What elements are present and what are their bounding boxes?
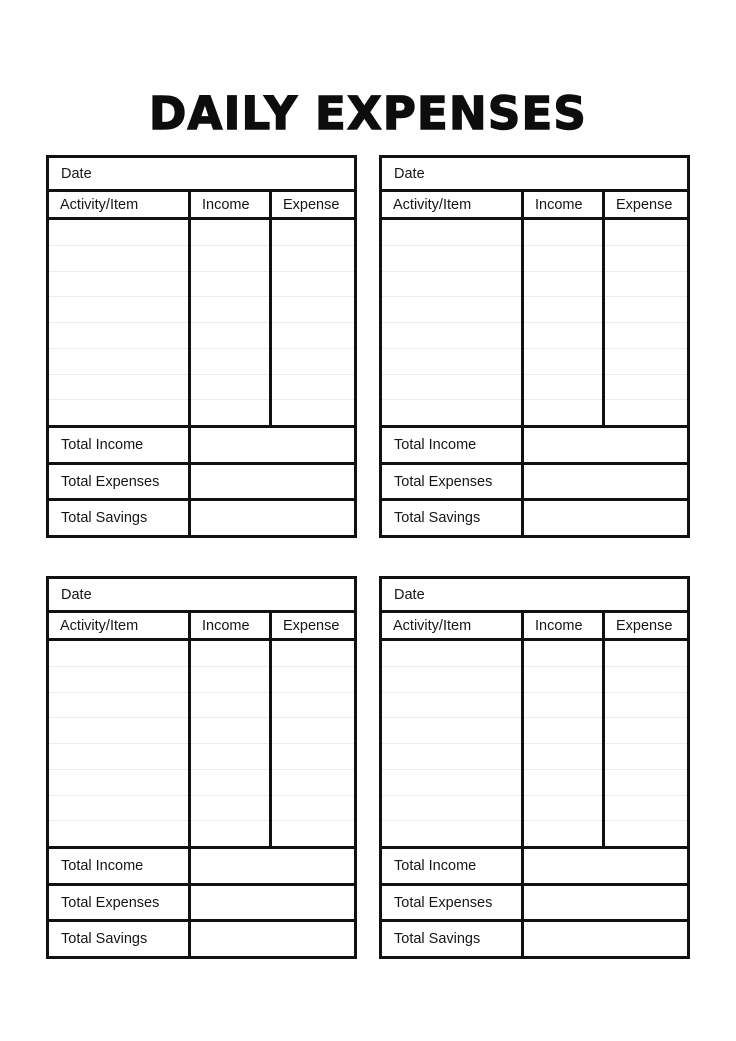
header-cell-activity — [382, 192, 521, 217]
total-income-label: Total Income — [394, 857, 477, 874]
total-expenses-label: Total Expenses — [61, 894, 160, 911]
entry-rows-area[interactable] — [382, 220, 687, 428]
total-expenses-label-cell — [49, 465, 188, 499]
table-row[interactable] — [49, 272, 354, 298]
column-header-row — [382, 192, 687, 220]
total-income-row — [49, 428, 354, 465]
table-row[interactable] — [382, 220, 687, 246]
header-cell-activity — [382, 613, 521, 638]
column-header-row — [49, 192, 354, 220]
date-row[interactable] — [382, 579, 687, 613]
entry-rows-area[interactable] — [49, 220, 354, 428]
total-expenses-label: Total Expenses — [394, 473, 493, 490]
date-label: Date — [61, 586, 92, 603]
total-expenses-value[interactable] — [521, 465, 687, 499]
header-label-income: Income — [535, 617, 583, 634]
total-expenses-label-cell — [382, 465, 521, 499]
totals-section — [49, 849, 354, 956]
table-row[interactable] — [49, 246, 354, 272]
header-cell-expense — [602, 192, 687, 217]
total-savings-row — [49, 501, 354, 535]
table-row[interactable] — [49, 349, 354, 375]
table-row[interactable] — [382, 323, 687, 349]
total-income-label: Total Income — [61, 857, 144, 874]
date-label: Date — [61, 165, 92, 182]
entry-rule-lines — [382, 641, 687, 846]
table-row[interactable] — [49, 796, 354, 822]
table-row[interactable] — [49, 323, 354, 349]
header-cell-activity — [49, 613, 188, 638]
table-row[interactable] — [49, 375, 354, 401]
date-label: Date — [394, 586, 425, 603]
entry-rule-lines — [49, 641, 354, 846]
header-cell-activity — [49, 192, 188, 217]
header-label-expense: Expense — [283, 617, 340, 634]
total-income-label-cell — [49, 428, 188, 462]
total-income-row — [49, 849, 354, 886]
header-label-expense: Expense — [616, 617, 673, 634]
total-income-label-cell — [382, 849, 521, 883]
page-title: DAILY EXPENSES — [148, 87, 588, 141]
header-cell-income — [188, 192, 269, 217]
header-cell-expense — [269, 613, 354, 638]
header-label-income: Income — [202, 617, 250, 634]
total-income-value[interactable] — [188, 849, 354, 883]
table-row[interactable] — [382, 693, 687, 719]
total-savings-row — [382, 501, 687, 535]
total-income-value[interactable] — [188, 428, 354, 462]
table-row[interactable] — [382, 400, 687, 425]
total-expenses-label: Total Expenses — [61, 473, 160, 490]
header-cell-income — [188, 613, 269, 638]
total-savings-label-cell — [382, 501, 521, 535]
total-income-label-cell — [49, 849, 188, 883]
header-label-expense: Expense — [283, 196, 340, 213]
table-row[interactable] — [49, 641, 354, 667]
total-income-label: Total Income — [61, 436, 144, 453]
date-row[interactable] — [49, 579, 354, 613]
total-expenses-label: Total Expenses — [394, 894, 493, 911]
column-divider-income-expense — [602, 220, 605, 425]
expense-sheet-grid — [46, 155, 690, 959]
total-savings-label-cell — [49, 501, 188, 535]
header-cell-expense — [602, 613, 687, 638]
table-row[interactable] — [382, 349, 687, 375]
table-row[interactable] — [49, 821, 354, 846]
expense-card — [46, 155, 357, 538]
total-income-value[interactable] — [521, 849, 687, 883]
date-label: Date — [394, 165, 425, 182]
column-header-row — [382, 613, 687, 641]
table-row[interactable] — [382, 718, 687, 744]
total-savings-value[interactable] — [521, 501, 687, 535]
table-row[interactable] — [382, 297, 687, 323]
table-row[interactable] — [382, 821, 687, 846]
total-savings-label: Total Savings — [61, 931, 148, 948]
expense-card — [379, 155, 690, 538]
table-row[interactable] — [49, 718, 354, 744]
table-row[interactable] — [382, 641, 687, 667]
table-row[interactable] — [49, 770, 354, 796]
total-expenses-value[interactable] — [521, 886, 687, 920]
entry-rule-lines — [49, 220, 354, 425]
column-divider-activity-income — [188, 641, 191, 846]
totals-section — [49, 428, 354, 535]
total-savings-label: Total Savings — [394, 510, 481, 527]
header-label-income: Income — [535, 196, 583, 213]
total-savings-value[interactable] — [521, 922, 687, 956]
column-divider-income-expense — [269, 220, 272, 425]
table-row[interactable] — [49, 400, 354, 425]
table-row[interactable] — [49, 744, 354, 770]
table-row[interactable] — [382, 375, 687, 401]
header-label-activity: Activity/Item — [393, 617, 472, 634]
total-expenses-row — [49, 465, 354, 502]
total-savings-value[interactable] — [188, 922, 354, 956]
column-divider-income-expense — [269, 641, 272, 846]
total-savings-label: Total Savings — [394, 931, 481, 948]
header-label-expense: Expense — [616, 196, 673, 213]
total-income-label-cell — [382, 428, 521, 462]
total-savings-row — [382, 922, 687, 956]
total-expenses-value[interactable] — [188, 465, 354, 499]
entry-rows-area[interactable] — [382, 641, 687, 849]
table-row[interactable] — [382, 744, 687, 770]
header-label-activity: Activity/Item — [60, 617, 139, 634]
header-label-income: Income — [202, 196, 250, 213]
total-income-row — [382, 428, 687, 465]
total-income-row — [382, 849, 687, 886]
total-savings-label-cell — [382, 922, 521, 956]
column-divider-activity-income — [521, 641, 524, 846]
entry-rows-area[interactable] — [49, 641, 354, 849]
total-income-label: Total Income — [394, 436, 477, 453]
column-divider-activity-income — [188, 220, 191, 425]
column-divider-activity-income — [521, 220, 524, 425]
totals-section — [382, 849, 687, 956]
column-header-row — [49, 613, 354, 641]
header-label-activity: Activity/Item — [60, 196, 139, 213]
total-savings-value[interactable] — [188, 501, 354, 535]
date-row[interactable] — [382, 158, 687, 192]
date-row[interactable] — [49, 158, 354, 192]
total-expenses-label-cell — [382, 886, 521, 920]
table-row[interactable] — [382, 796, 687, 822]
header-cell-income — [521, 192, 602, 217]
table-row[interactable] — [382, 246, 687, 272]
table-row[interactable] — [49, 693, 354, 719]
total-expenses-row — [382, 465, 687, 502]
total-savings-label-cell — [49, 922, 188, 956]
table-row[interactable] — [49, 297, 354, 323]
column-divider-income-expense — [602, 641, 605, 846]
total-savings-label: Total Savings — [61, 510, 148, 527]
total-savings-row — [49, 922, 354, 956]
table-row[interactable] — [382, 667, 687, 693]
table-row[interactable] — [49, 220, 354, 246]
expense-card — [379, 576, 690, 959]
total-expenses-row — [49, 886, 354, 923]
header-cell-expense — [269, 192, 354, 217]
total-income-value[interactable] — [521, 428, 687, 462]
table-row[interactable] — [382, 272, 687, 298]
total-expenses-row — [382, 886, 687, 923]
total-expenses-value[interactable] — [188, 886, 354, 920]
header-cell-income — [521, 613, 602, 638]
header-label-activity: Activity/Item — [393, 196, 472, 213]
entry-rule-lines — [382, 220, 687, 425]
totals-section — [382, 428, 687, 535]
total-expenses-label-cell — [49, 886, 188, 920]
table-row[interactable] — [49, 667, 354, 693]
table-row[interactable] — [382, 770, 687, 796]
expense-card — [46, 576, 357, 959]
